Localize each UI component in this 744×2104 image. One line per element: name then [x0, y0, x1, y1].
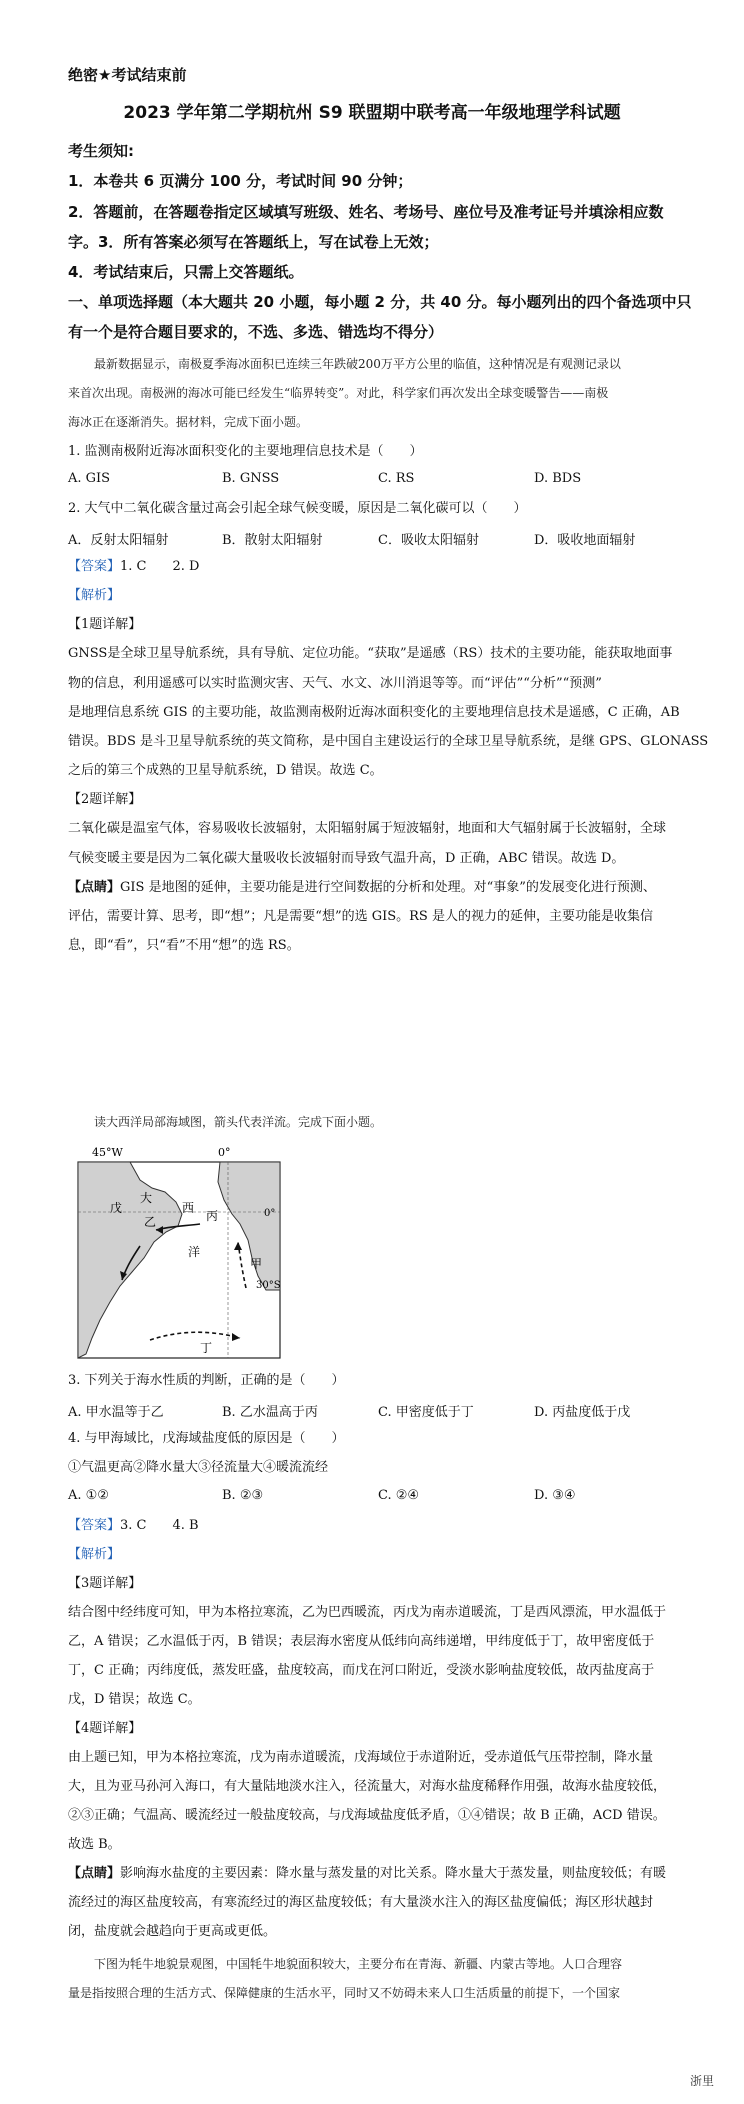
- option-b: B. ②③: [222, 1488, 264, 1503]
- option-a: A. ①②: [68, 1488, 109, 1503]
- option-d: D. ③④: [534, 1488, 576, 1503]
- option-a: A. GIS: [68, 471, 111, 486]
- tip-text: 影响海水盐度的主要因素：降水量与蒸发量的对比关系。降水量大于蒸发量，则盐度较低；有暖: [120, 1866, 667, 1881]
- detail-heading: 【4题详解】: [68, 1721, 142, 1736]
- detail-line: 结合图中经纬度可知，甲为本格拉寒流，乙为巴西暖流，丙戊为南赤道暖流，丁是西风漂流，甲水温低于: [68, 1605, 667, 1620]
- tip-label: 【点睛】: [68, 880, 121, 895]
- detail-line: 乙，A 错误；乙水温低于丙，B 错误；表层海水密度从低纬向高纬递增，甲纬度低于丁，故甲密度低于: [68, 1634, 655, 1649]
- option-b: B. 乙水温高于丙: [222, 1405, 318, 1420]
- map-label: 大: [140, 1191, 153, 1205]
- detail-line: ②③正确；气温高、暖流经过一般盐度较高，与戊海域盐度低矛盾，①④错误；故 B 正确，ACD 错误。: [68, 1808, 666, 1823]
- section-heading: 有一个是符合题目要求的，不选、多选、错选均不得分）: [68, 323, 444, 341]
- passage-line: 下图为牦牛地貌景观图，中国牦牛地貌面积较大，主要分布在青海、新疆、内蒙古等地。人口合理容: [94, 1957, 623, 1971]
- page-title: 2023 学年第二学期杭州 S9 联盟期中联考高一年级地理学科试题: [123, 103, 621, 123]
- answer-label: 【答案】: [68, 1518, 121, 1533]
- detail-line: 故选 B。: [68, 1837, 121, 1852]
- tip-label: 【点睛】: [68, 1866, 121, 1881]
- notice-heading: 考生须知:: [68, 142, 134, 160]
- detail-heading: 【1题详解】: [68, 617, 142, 632]
- option-d: D．吸收地面辐射: [534, 533, 636, 548]
- tip-line: [68, 879, 692, 897]
- question-stem: 2. 大气中二氧化碳含量过高会引起全球气候变暖，原因是二氧化碳可以（ ）: [68, 501, 527, 516]
- option-c: C. ②④: [378, 1488, 420, 1503]
- option-b: B. GNSS: [222, 471, 280, 486]
- option-a: A．反射太阳辐射: [68, 533, 169, 548]
- answer-line: [68, 558, 692, 576]
- tip-line: 闭，盐度就会越趋向于更高或更低。: [68, 1924, 277, 1939]
- tip-line: 息，即“看”，只“看”不用“想”的选 RS。: [68, 938, 300, 953]
- atlantic-ocean-map: [70, 1140, 290, 1362]
- passage-line: 最新数据显示，南极夏季海冰面积已连续三年跌破200万平方公里的临值，这种情况是有观测记录以: [94, 357, 621, 371]
- detail-heading: 【3题详解】: [68, 1576, 142, 1591]
- answer-label: 【答案】: [68, 559, 121, 574]
- analysis-label: 【解析】: [68, 588, 121, 603]
- map-label: 西: [182, 1201, 195, 1215]
- detail-line: 二氧化碳是温室气体，容易吸收长波辐射，太阳辐射属于短波辐射，地面和大气辐射属于长波辐射，全球: [68, 821, 667, 836]
- notice-item: 字。3．所有答案必须写在答题纸上，写在试卷上无效；: [68, 233, 439, 251]
- map-label: 乙: [144, 1215, 157, 1229]
- detail-line: 之后的第三个成熟的卫星导航系统，D 错误。故选 C。: [68, 763, 383, 778]
- question-stem: 1. 监测南极附近海冰面积变化的主要地理信息技术是（ ）: [68, 444, 423, 459]
- detail-line: 由上题已知，甲为本格拉寒流，戊为南赤道暖流，戊海域位于赤道附近，受赤道低气压带控制，降水量: [68, 1750, 654, 1765]
- notice-item: 4．考试结束后，只需上交答题纸。: [68, 263, 304, 281]
- detail-heading: 【2题详解】: [68, 792, 142, 807]
- detail-line: 戊，D 错误；故选 C。: [68, 1692, 201, 1707]
- lat-label: 0°: [264, 1208, 276, 1219]
- detail-line: GNSS是全球卫星导航系统，具有导航、定位功能。“获取”是遥感（RS）技术的主要功能，能获取地面事: [68, 646, 673, 661]
- map-label: 戊: [110, 1201, 123, 1215]
- passage-line: 海冰正在逐渐消失。据材料，完成下面小题。: [68, 415, 309, 429]
- answer-text: 3. C 4. B: [120, 1518, 199, 1533]
- tip-text: GIS 是地图的延伸，主要功能是进行空间数据的分析和处理。对“事象”的发展变化进行预测、: [120, 880, 656, 895]
- section-heading: 一、单项选择题（本大题共 20 小题，每小题 2 分，共 40 分。每小题列出的四个备选项中只: [68, 293, 692, 311]
- detail-line: 物的信息，利用遥感可以实时监测灾害、天气、水文、冰川消退等等。而“评估”“分析”“预测”: [68, 676, 602, 691]
- option-c: C. RS: [378, 471, 415, 486]
- tip-line: 流经过的海区盐度较高，有寒流经过的海区盐度较低；有大量淡水注入的海区盐度偏低；海区形状越封: [68, 1895, 654, 1910]
- option-b: B．散射太阳辐射: [222, 533, 323, 548]
- tip-line: [68, 1865, 692, 1883]
- detail-line: 气候变暖主要是因为二氧化碳大量吸收长波辐射而导致气温升高，D 正确，ABC 错误。故选 D。: [68, 851, 625, 866]
- tip-line: 评估，需要计算、思考，即“想”；凡是需要“想”的选 GIS。RS 是人的视力的延伸，主要功能是收集信: [68, 909, 653, 924]
- notice-item: 2．答题前，在答题卷指定区域填写班级、姓名、考场号、座位号及准考证号并填涂相应数: [68, 203, 664, 221]
- option-d: D. 丙盐度低于戊: [534, 1405, 631, 1420]
- detail-line: 丁，C 正确；丙纬度低，蒸发旺盛，盐度较高，而戊在河口附近，受淡水影响盐度较低，故丙盐度高于: [68, 1663, 655, 1678]
- passage-line: 来首次出现。南极洲的海冰可能已经发生“临界转变”。对此，科学家们再次发出全球变暖警告——南极: [68, 386, 609, 400]
- option-c: C. 甲密度低于丁: [378, 1405, 474, 1420]
- question-stem: 4. 与甲海域比，戊海域盐度低的原因是（ ）: [68, 1431, 345, 1446]
- answer-text: 1. C 2. D: [120, 559, 200, 574]
- question-stem: 3. 下列关于海水性质的判断，正确的是（ ）: [68, 1373, 345, 1388]
- option-a: A. 甲水温等于乙: [68, 1405, 164, 1420]
- passage-line: 读大西洋局部海域图，箭头代表洋流。完成下面小题。: [94, 1115, 383, 1129]
- answer-line: [68, 1517, 692, 1535]
- map-label: 甲: [250, 1257, 263, 1271]
- map-label: 洋: [188, 1245, 201, 1259]
- passage-line: 量是指按照合理的生活方式、保障健康的生活水平，同时又不妨碍未来人口生活质量的前提下，一个国家: [68, 1986, 621, 2000]
- lon-label: 0°: [218, 1146, 231, 1159]
- map-label: 丙: [206, 1209, 219, 1223]
- analysis-label: 【解析】: [68, 1547, 121, 1562]
- lat-label: 30°S: [256, 1280, 281, 1291]
- map-label: 丁: [200, 1341, 213, 1355]
- option-c: C．吸收太阳辐射: [378, 533, 479, 548]
- notice-item: 1．本卷共 6 页满分 100 分，考试时间 90 分钟；: [68, 172, 413, 190]
- map-figure: [70, 1140, 290, 1362]
- option-d: D. BDS: [534, 471, 582, 486]
- page-footer: 浙里: [689, 2074, 714, 2088]
- question-sub: ①气温更高②降水量大③径流量大④暖流流经: [68, 1460, 329, 1475]
- lon-label: 45°W: [92, 1146, 123, 1159]
- detail-line: 大，且为亚马孙河入海口，有大量陆地淡水注入，径流量大，对海水盐度稀释作用强，故海水盐度较低，: [68, 1779, 667, 1794]
- detail-line: 是地理信息系统 GIS 的主要功能，故监测南极附近海冰面积变化的主要地理信息技术是遥感，C 正确，AB: [68, 705, 680, 720]
- secret-mark: 绝密★考试结束前: [68, 66, 187, 84]
- detail-line: 错误。BDS 是斗卫星导航系统的英文简称，是中国自主建设运行的全球卫星导航系统，是继 GPS、GLONASS: [68, 734, 709, 749]
